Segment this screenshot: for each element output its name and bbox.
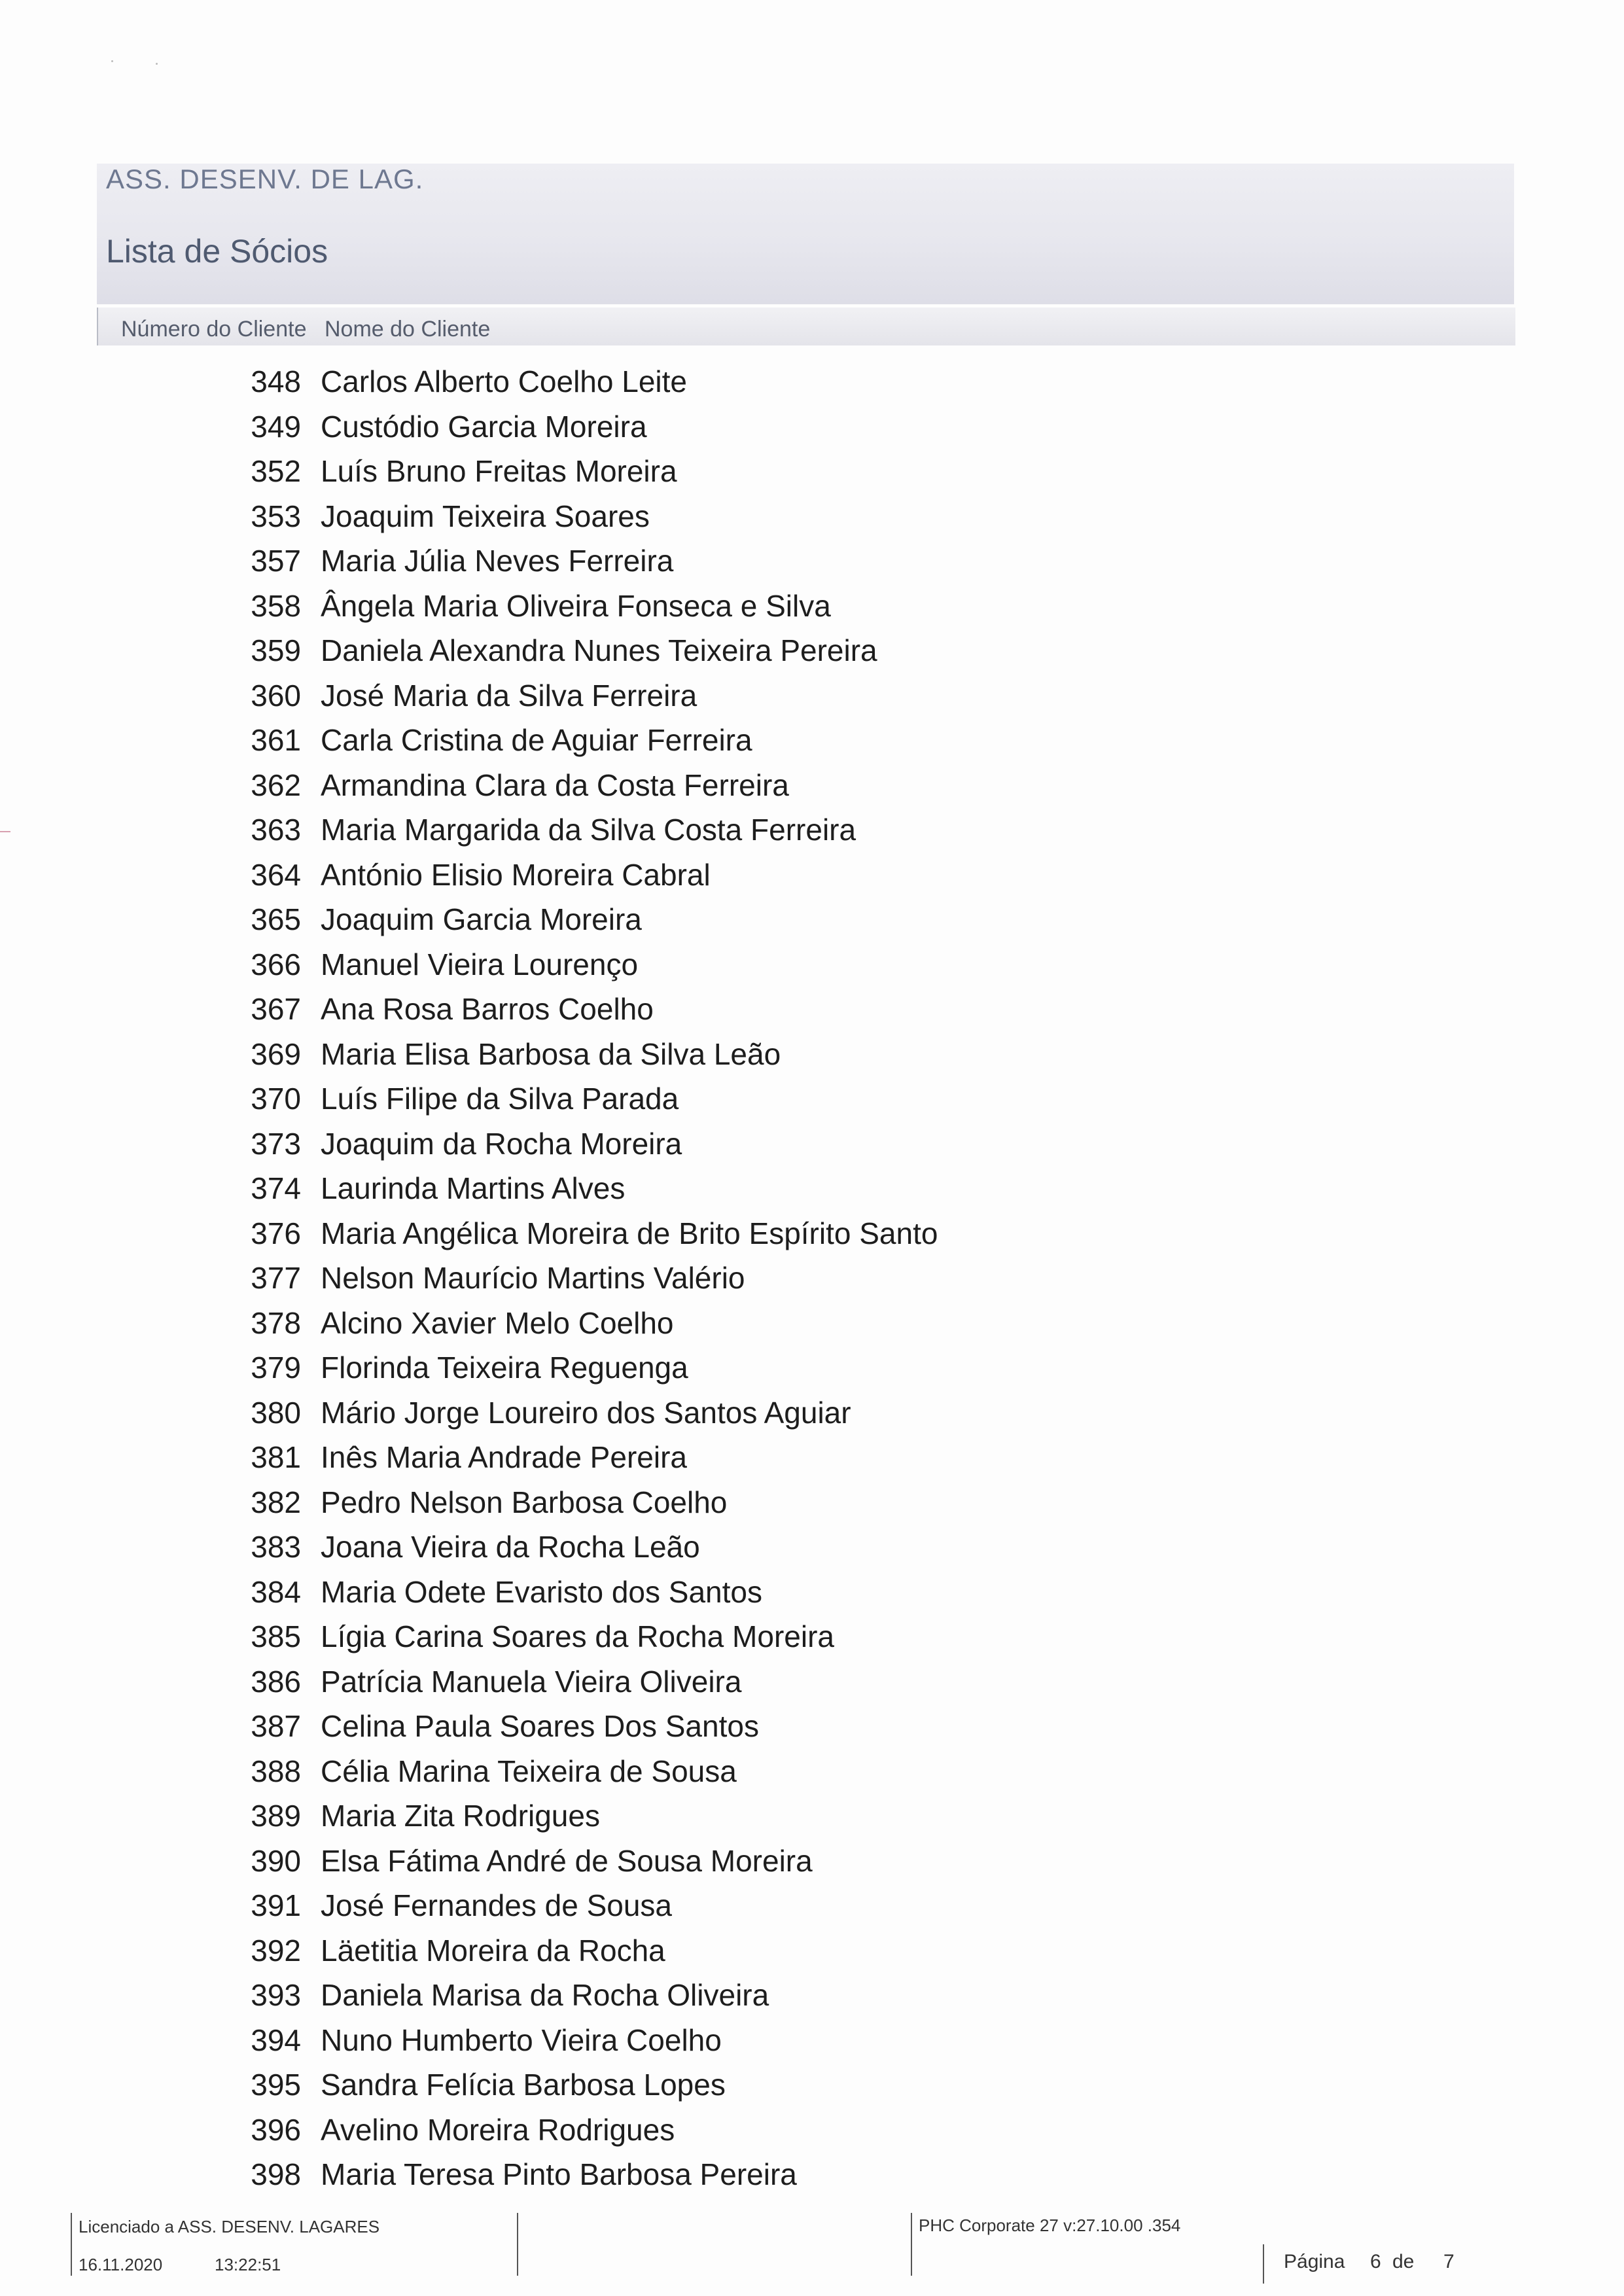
client-number: 396 [251,2112,301,2147]
client-number: 391 [251,1888,301,1922]
client-number: 393 [251,1978,301,2012]
client-number: 390 [251,1843,301,1878]
table-row [0,1928,1624,1973]
client-name: Inês Maria Andrade Pereira [321,1440,687,1474]
table-row [0,1121,1624,1166]
client-name: Avelino Moreira Rodrigues [321,2112,675,2147]
client-number: 370 [251,1082,301,1116]
client-number: 353 [251,499,301,533]
table-row [0,762,1624,807]
footer-license: Licenciado a ASS. DESENV. LAGARES [79,2217,380,2236]
client-number: 378 [251,1305,301,1340]
client-name: Läetitia Moreira da Rocha [321,1933,665,1968]
footer-page-total: 7 [1443,2251,1455,2272]
table-row [0,1882,1624,1928]
footer-software: PHC Corporate 27 v:27.10.00 .354 [919,2216,1181,2235]
client-name: Maria Margarida da Silva Costa Ferreira [321,813,856,847]
client-name: Joaquim Teixeira Soares [321,499,650,533]
table-row [0,1793,1624,1838]
table-row [0,2062,1624,2107]
table-row [0,2017,1624,2062]
client-name: Luís Filipe da Silva Parada [321,1082,679,1116]
client-name: Manuel Vieira Lourenço [321,947,639,981]
client-number: 381 [251,1440,301,1474]
client-name: Joana Vieira da Rocha Leão [321,1530,700,1564]
footer-divider [911,2213,912,2276]
table-row [0,673,1624,718]
client-number: 349 [251,409,301,444]
client-name: José Maria da Silva Ferreira [321,678,697,713]
table-row [0,627,1624,673]
table-row [0,359,1624,404]
client-name: Maria Júlia Neves Ferreira [321,544,674,578]
table-row [0,1076,1624,1121]
footer-time: 13:22:51 [215,2255,281,2274]
client-number: 357 [251,544,301,578]
table-row [0,1390,1624,1435]
table-row [0,1838,1624,1883]
client-number: 392 [251,1933,301,1968]
footer-date: 16.11.2020 [79,2255,163,2274]
table-row [0,1345,1624,1390]
client-name: Daniela Alexandra Nunes Teixeira Pereira [321,633,877,667]
client-name: Celina Paula Soares Dos Santos [321,1709,759,1743]
table-row [0,986,1624,1031]
client-name: Carla Cristina de Aguiar Ferreira [321,723,752,757]
table-row [0,1031,1624,1076]
client-number: 389 [251,1799,301,1833]
client-number: 369 [251,1036,301,1071]
footer-page-current: 6 [1370,2251,1381,2272]
client-name: Elsa Fátima André de Sousa Moreira [321,1843,813,1878]
client-number: 394 [251,2022,301,2057]
client-name: Maria Odete Evaristo dos Santos [321,1574,762,1609]
table-row [0,1614,1624,1659]
table-row [0,1659,1624,1704]
client-number: 363 [251,813,301,847]
client-number: 377 [251,1261,301,1295]
client-number: 388 [251,1754,301,1788]
client-name: Patrícia Manuela Vieira Oliveira [321,1664,742,1699]
client-number: 374 [251,1171,301,1205]
client-name: Maria Teresa Pinto Barbosa Pereira [321,2157,797,2191]
client-number: 398 [251,2157,301,2191]
table-row [0,1524,1624,1569]
footer-divider [71,2213,72,2276]
client-number: 385 [251,1619,301,1653]
client-number: 384 [251,1574,301,1609]
client-number: 365 [251,902,301,936]
client-name: Joaquim da Rocha Moreira [321,1126,682,1161]
member-list [0,359,1624,2197]
footer-page-label: Página [1284,2251,1345,2272]
client-number: 376 [251,1216,301,1250]
table-row [0,852,1624,897]
client-name: Pedro Nelson Barbosa Coelho [321,1485,728,1519]
client-number: 352 [251,454,301,488]
client-number: 383 [251,1530,301,1564]
client-number: 359 [251,633,301,667]
table-row [0,538,1624,583]
client-name: Laurinda Martins Alves [321,1171,626,1205]
client-number: 379 [251,1351,301,1385]
client-name: Maria Angélica Moreira de Brito Espírito Santo [321,1216,938,1250]
column-header-number: Número do Cliente [121,317,307,342]
table-row [0,1165,1624,1210]
client-name: Luís Bruno Freitas Moreira [321,454,677,488]
table-row [0,1748,1624,1793]
client-name: Lígia Carina Soares da Rocha Moreira [321,1619,834,1653]
client-name: Maria Zita Rodrigues [321,1799,600,1833]
client-number: 387 [251,1709,301,1743]
client-name: Célia Marina Teixeira de Sousa [321,1754,737,1788]
client-name: Florinda Teixeira Reguenga [321,1351,688,1385]
scan-speck [156,63,158,65]
client-name: Carlos Alberto Coelho Leite [321,364,687,398]
table-row [0,1255,1624,1300]
client-number: 367 [251,992,301,1026]
client-name: Daniela Marisa da Rocha Oliveira [321,1978,769,2012]
client-name: Nelson Maurício Martins Valério [321,1261,745,1295]
table-row [0,942,1624,987]
client-number: 386 [251,1664,301,1699]
column-header-name: Nome do Cliente [325,317,491,342]
client-number: 373 [251,1126,301,1161]
table-row [0,807,1624,852]
client-name: António Elisio Moreira Cabral [321,857,711,892]
report-title: Lista de Sócios [106,233,328,270]
table-row [0,1703,1624,1748]
table-row [0,1972,1624,2017]
client-number: 348 [251,364,301,398]
footer-divider [1263,2244,1264,2284]
client-name: Ângela Maria Oliveira Fonseca e Silva [321,588,831,623]
client-name: Maria Elisa Barbosa da Silva Leão [321,1036,781,1071]
client-number: 380 [251,1395,301,1430]
client-number: 366 [251,947,301,981]
client-number: 361 [251,723,301,757]
table-row [0,1210,1624,1256]
scan-speck [111,60,113,62]
table-row [0,583,1624,628]
table-row [0,448,1624,493]
footer-divider [517,2213,518,2276]
table-row [0,1300,1624,1345]
client-name: Mário Jorge Loureiro dos Santos Aguiar [321,1395,851,1430]
organization-name: ASS. DESENV. DE LAG. [106,164,424,194]
client-name: Armandina Clara da Costa Ferreira [321,768,789,802]
table-row [0,896,1624,942]
table-row [0,1569,1624,1614]
client-name: José Fernandes de Sousa [321,1888,673,1922]
client-number: 362 [251,768,301,802]
client-number: 358 [251,588,301,623]
client-name: Joaquim Garcia Moreira [321,902,642,936]
client-name: Nuno Humberto Vieira Coelho [321,2022,722,2057]
client-name: Custódio Garcia Moreira [321,409,647,444]
table-row [0,404,1624,449]
table-row [0,1434,1624,1479]
client-number: 364 [251,857,301,892]
table-row [0,2107,1624,2152]
table-row [0,493,1624,539]
table-row [0,2151,1624,2197]
client-number: 382 [251,1485,301,1519]
client-number: 395 [251,2068,301,2102]
column-header-band [97,308,1515,345]
client-number: 360 [251,678,301,713]
client-name: Ana Rosa Barros Coelho [321,992,654,1026]
table-row [0,1479,1624,1525]
footer-page-of: de [1392,2251,1415,2272]
client-name: Alcino Xavier Melo Coelho [321,1305,674,1340]
table-row [0,717,1624,762]
client-name: Sandra Felícia Barbosa Lopes [321,2068,726,2102]
